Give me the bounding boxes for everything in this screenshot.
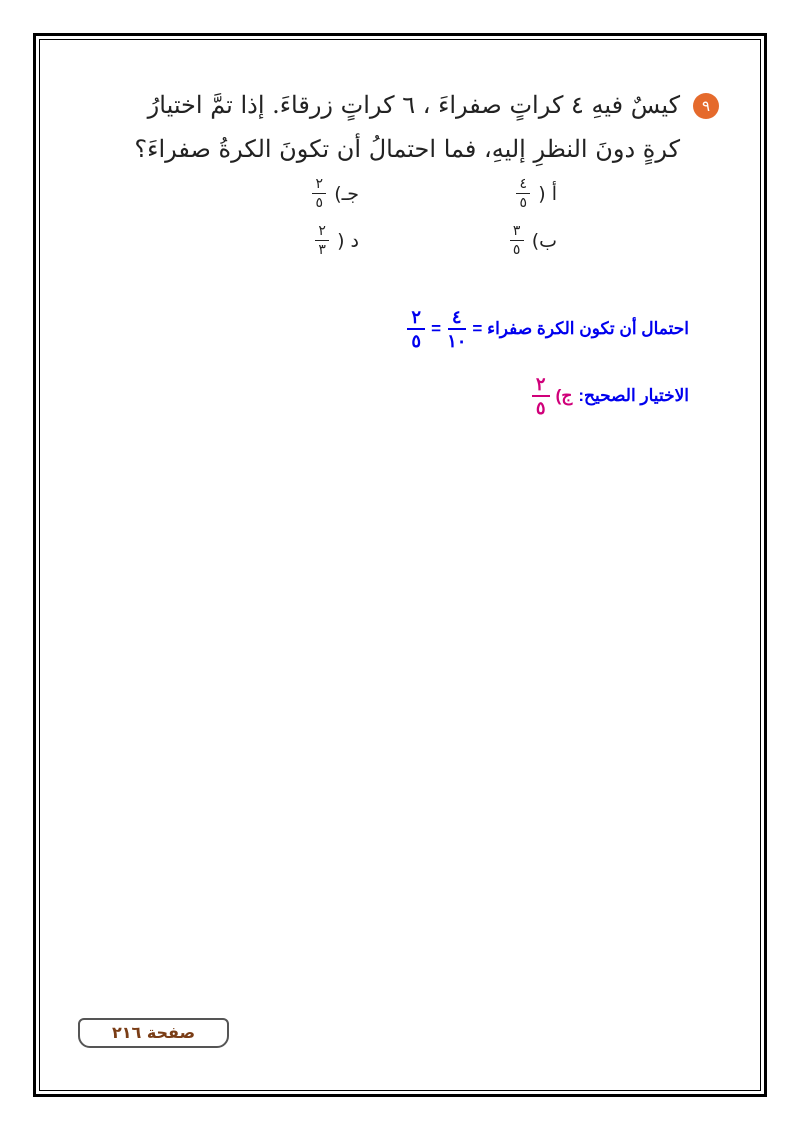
option-fraction: $\frac{٢}{٥}$ [312,177,326,210]
option-fraction: $\frac{٢}{٣}$ [315,224,329,257]
option-label: جـ) [334,182,359,205]
option-fraction: $\frac{٤}{٥}$ [516,177,530,210]
option-label: ب) [531,229,557,252]
option-b [510,224,557,257]
solution-text: احتمال أن تكون الكرة صفراء = [472,319,689,338]
answer-line [532,375,689,417]
option-d [315,224,359,257]
option-label: د ( [337,229,359,252]
question-number-badge: ٩ [693,93,719,119]
option-fraction: $\frac{٣}{٥}$ [510,224,524,257]
page-number-tab: صفحة ٢١٦ [78,1018,229,1048]
question-line-2: كرةٍ دونَ النظرِ إليهِ، فما احتمالُ أن تكونَ الكرةُ صفراءَ؟ [134,135,680,163]
page-border-inner [39,39,761,1091]
answer-fraction: $\frac{٢}{٥}$ [532,375,550,417]
answer-text: الاختيار الصحيح: [578,386,689,405]
option-c [312,177,359,210]
solution-equals: = [431,319,442,338]
question-line-1: كيسٌ فيهِ ٤ كراتٍ صفراءَ ، ٦ كراتٍ زرقاءَ. إذا تمَّ اختيارُ [147,91,680,119]
solution-line [407,308,689,350]
solution-fraction-2: $\frac{٢}{٥}$ [407,308,425,350]
option-label: أ ( [538,182,557,205]
answer-letter: ج) [555,386,573,405]
solution-fraction-1: $\frac{٤}{١٠}$ [447,307,467,351]
option-a [516,177,557,210]
